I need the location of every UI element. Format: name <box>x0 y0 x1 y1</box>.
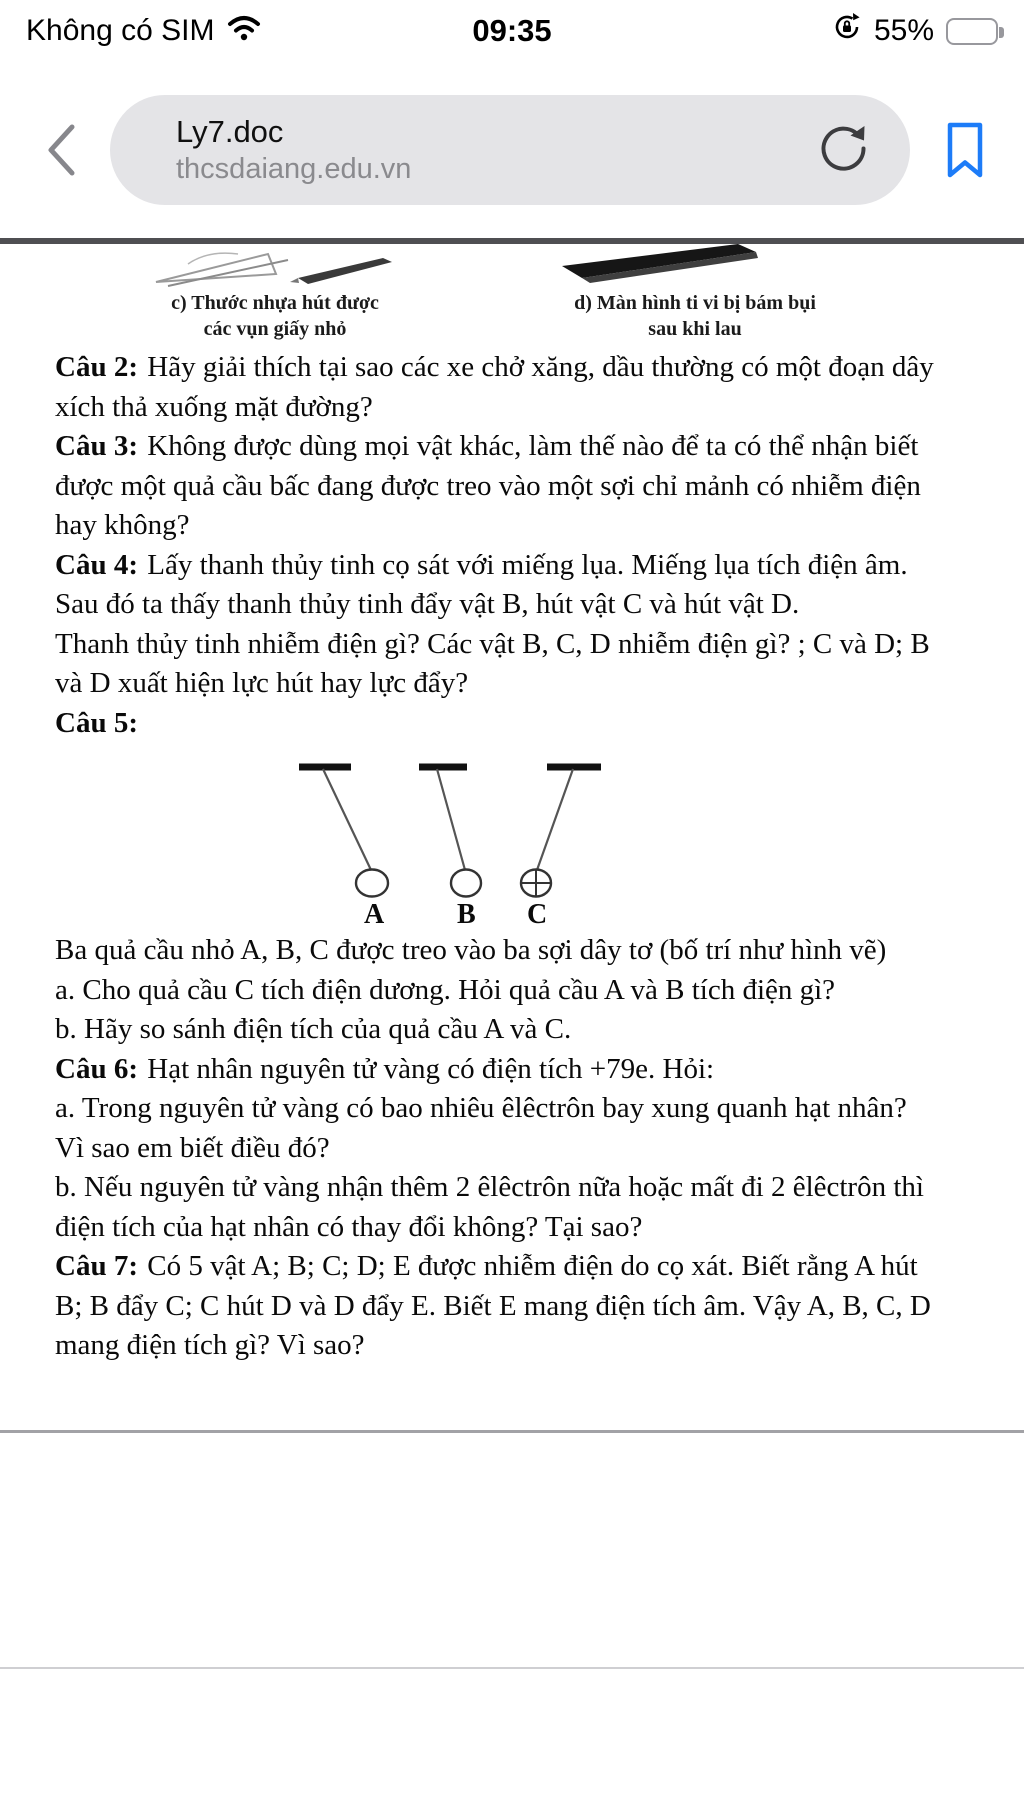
question-6: Câu 6: Hạt nhân nguyên tử vàng có điện tích +79e. Hỏi: <box>55 1052 715 1085</box>
document-text <box>0 342 1024 1366</box>
document-end-rule <box>0 1430 1024 1433</box>
pendulum-diagram <box>251 757 651 929</box>
toolbar-home-button[interactable] <box>467 1698 557 1788</box>
caption-left: c) Thước nhựa hút được các vụn giấy nhỏ <box>171 292 379 340</box>
nav-back-button[interactable] <box>38 120 84 180</box>
question-4: Câu 4: Lấy thanh thủy tinh cọ sát với miếng lụa. Miếng lụa tích điện âm. Sau đó ta thấy thanh thủy tinh đẩy vật B, hút vật C và hút vật D. <box>55 548 908 620</box>
browser-nav-bar <box>0 62 1024 238</box>
status-bar <box>0 0 1024 62</box>
reload-icon[interactable] <box>818 122 870 179</box>
figure-captions <box>0 290 1024 342</box>
question-5: Câu 5: <box>55 706 138 739</box>
bookmark-button[interactable] <box>936 115 994 185</box>
pendulum-label-a: A <box>364 899 385 929</box>
question-2: Câu 2: Hãy giải thích tại sao các xe chở xăng, dầu thường có một đoạn dây xích thả xuống mặt đường? <box>55 351 934 423</box>
question-4-continued: Thanh thủy tinh nhiễm điện gì? Các vật B, C, D nhiễm điện gì? ; C và D; B và D xuất hiện lực hút hay lực đẩy? <box>55 627 930 699</box>
question-5b: b. Hãy so sánh điện tích của quả cầu A và C. <box>55 1013 572 1045</box>
page-title: Ly7.doc <box>176 113 284 149</box>
pendulum-label-c: C <box>527 899 548 929</box>
caption-right: d) Màn hình ti vi bị bám bụi sau khi lau <box>574 292 816 340</box>
figure-strip <box>0 244 1024 290</box>
toolbar-back-button[interactable] <box>58 1698 148 1788</box>
toolbar-share-button[interactable] <box>672 1698 762 1788</box>
toolbar-tabs-button[interactable] <box>876 1698 966 1788</box>
toolbar-forward-button[interactable] <box>263 1698 353 1788</box>
question-7: Câu 7: Có 5 vật A; B; C; D; E được nhiễm điện do cọ xát. Biết rằng A hút B; B đẩy C; C hút D và D đẩy E. Biết E mang điện tích âm. Vậy A, B, C, D mang điện tích gì? Vì sao? <box>55 1250 931 1361</box>
plastic-ruler-figure-image <box>148 244 398 290</box>
rotation-lock-icon <box>832 12 862 50</box>
web-content <box>0 244 1024 1433</box>
question-6a: a. Trong nguyên tử vàng có bao nhiêu êlêctrôn bay xung quanh hạt nhân? Vì sao em biết điều đó? <box>55 1092 907 1164</box>
battery-percent: 55% <box>873 14 934 47</box>
question-3: Câu 3: Không được dùng mọi vật khác, làm thế nào để ta có thể nhận biết được một quả cầu bấc đang được treo vào một sợi chỉ mảnh có nhiễm điện hay không? <box>55 430 921 541</box>
pendulum-label-b: B <box>457 899 476 929</box>
clock: 09:35 <box>472 13 552 48</box>
url-field[interactable] <box>110 95 910 205</box>
tv-screen-figure-image <box>560 244 760 284</box>
question-6b: b. Nếu nguyên tử vàng nhận thêm 2 êlêctrôn nữa hoặc mất đi 2 êlêctrôn thì điện tích của hạt nhân có thay đổi không? Tại sao? <box>55 1171 924 1243</box>
carrier-label: Không có SIM <box>26 14 215 47</box>
browser-toolbar <box>0 1667 1024 1817</box>
question-5-text: Ba quả cầu nhỏ A, B, C được treo vào ba sợi dây tơ (bố trí như hình vẽ) <box>55 934 887 966</box>
battery-icon <box>946 18 998 45</box>
question-5a: a. Cho quả cầu C tích điện dương. Hỏi quả cầu A và B tích điện gì? <box>55 973 836 1006</box>
page-domain: thcsdaiang.edu.vn <box>176 153 412 186</box>
wifi-icon <box>226 13 262 49</box>
